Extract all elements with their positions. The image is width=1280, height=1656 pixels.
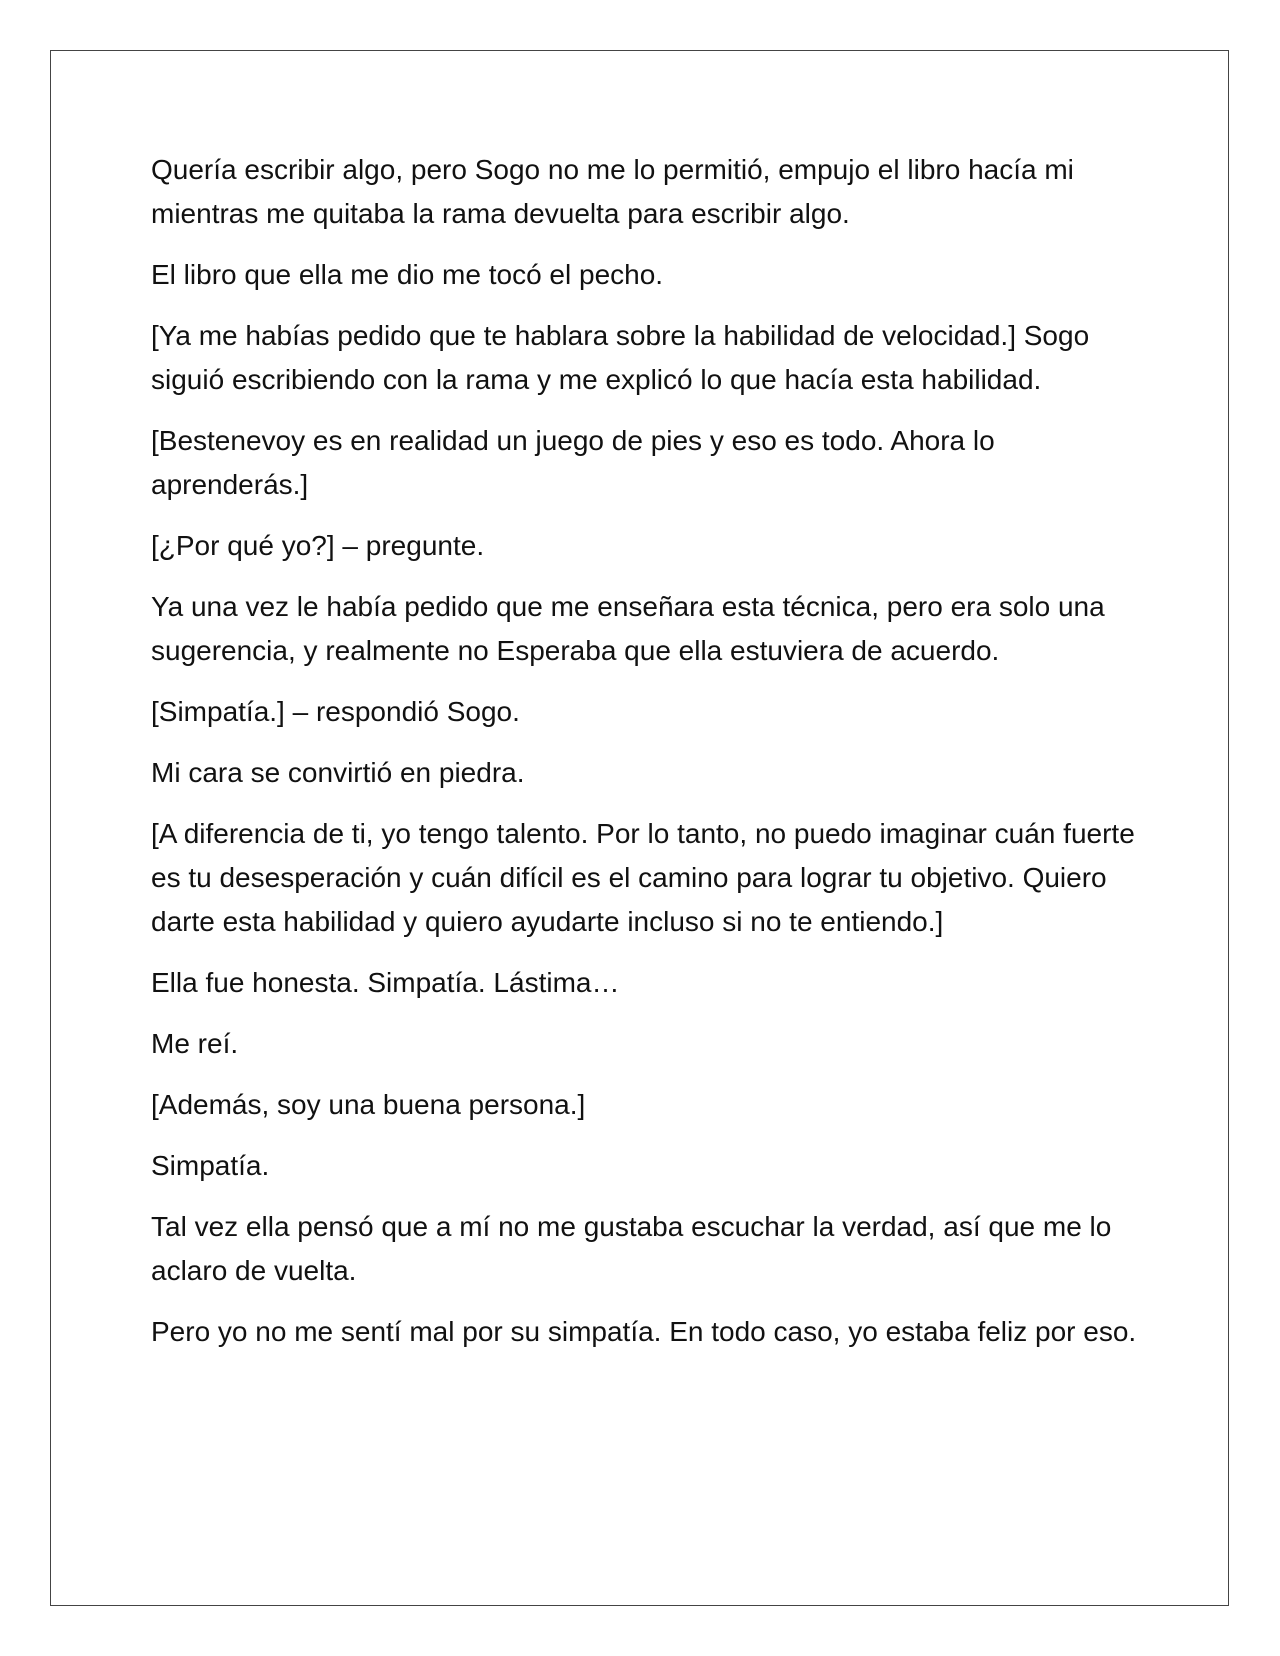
paragraph-6: Ya una vez le había pedido que me enseñara esta técnica, pero era solo una sugerencia, y realmente no Esperaba que ella estuviera de acuerdo. [151,591,1105,666]
paragraph-14: Tal vez ella pensó que a mí no me gustaba escuchar la verdad, así que me lo aclaro de vuelta. [151,1211,1112,1286]
paragraph-5: [¿Por qué yo?] – pregunte. [151,530,485,561]
paragraph-4: [Bestenevoy es en realidad un juego de pies y eso es todo. Ahora lo aprenderás.] [151,425,995,500]
document-body [151,148,1141,1371]
paragraph-3: [Ya me habías pedido que te hablara sobre la habilidad de velocidad.] Sogo siguió escribiendo con la rama y me explicó lo que hacía esta habilidad. [151,320,1090,395]
paragraph-8: Mi cara se convirtió en piedra. [151,757,525,788]
paragraph-2: El libro que ella me dio me tocó el pecho. [151,259,664,290]
paragraph-13: Simpatía. [151,1150,270,1181]
paragraph-7: [Simpatía.] – respondió Sogo. [151,696,520,727]
paragraph-1: Quería escribir algo, pero Sogo no me lo permitió, empujo el libro hacía mi mientras me quitaba la rama devuelta para escribir algo. [151,154,1074,229]
paragraph-12: [Además, soy una buena persona.] [151,1089,586,1120]
paragraph-9: [A diferencia de ti, yo tengo talento. Por lo tanto, no puedo imaginar cuán fuerte es tu desesperación y cuán difícil es el camino para lograr tu objetivo. Quiero darte esta habilidad y quiero ayudarte incluso si no te entiendo.] [151,818,1135,937]
paragraph-11: Me reí. [151,1028,239,1059]
paragraph-10: Ella fue honesta. Simpatía. Lástima… [151,967,620,998]
paragraph-15: Pero yo no me sentí mal por su simpatía. En todo caso, yo estaba feliz por eso. [151,1316,1137,1347]
